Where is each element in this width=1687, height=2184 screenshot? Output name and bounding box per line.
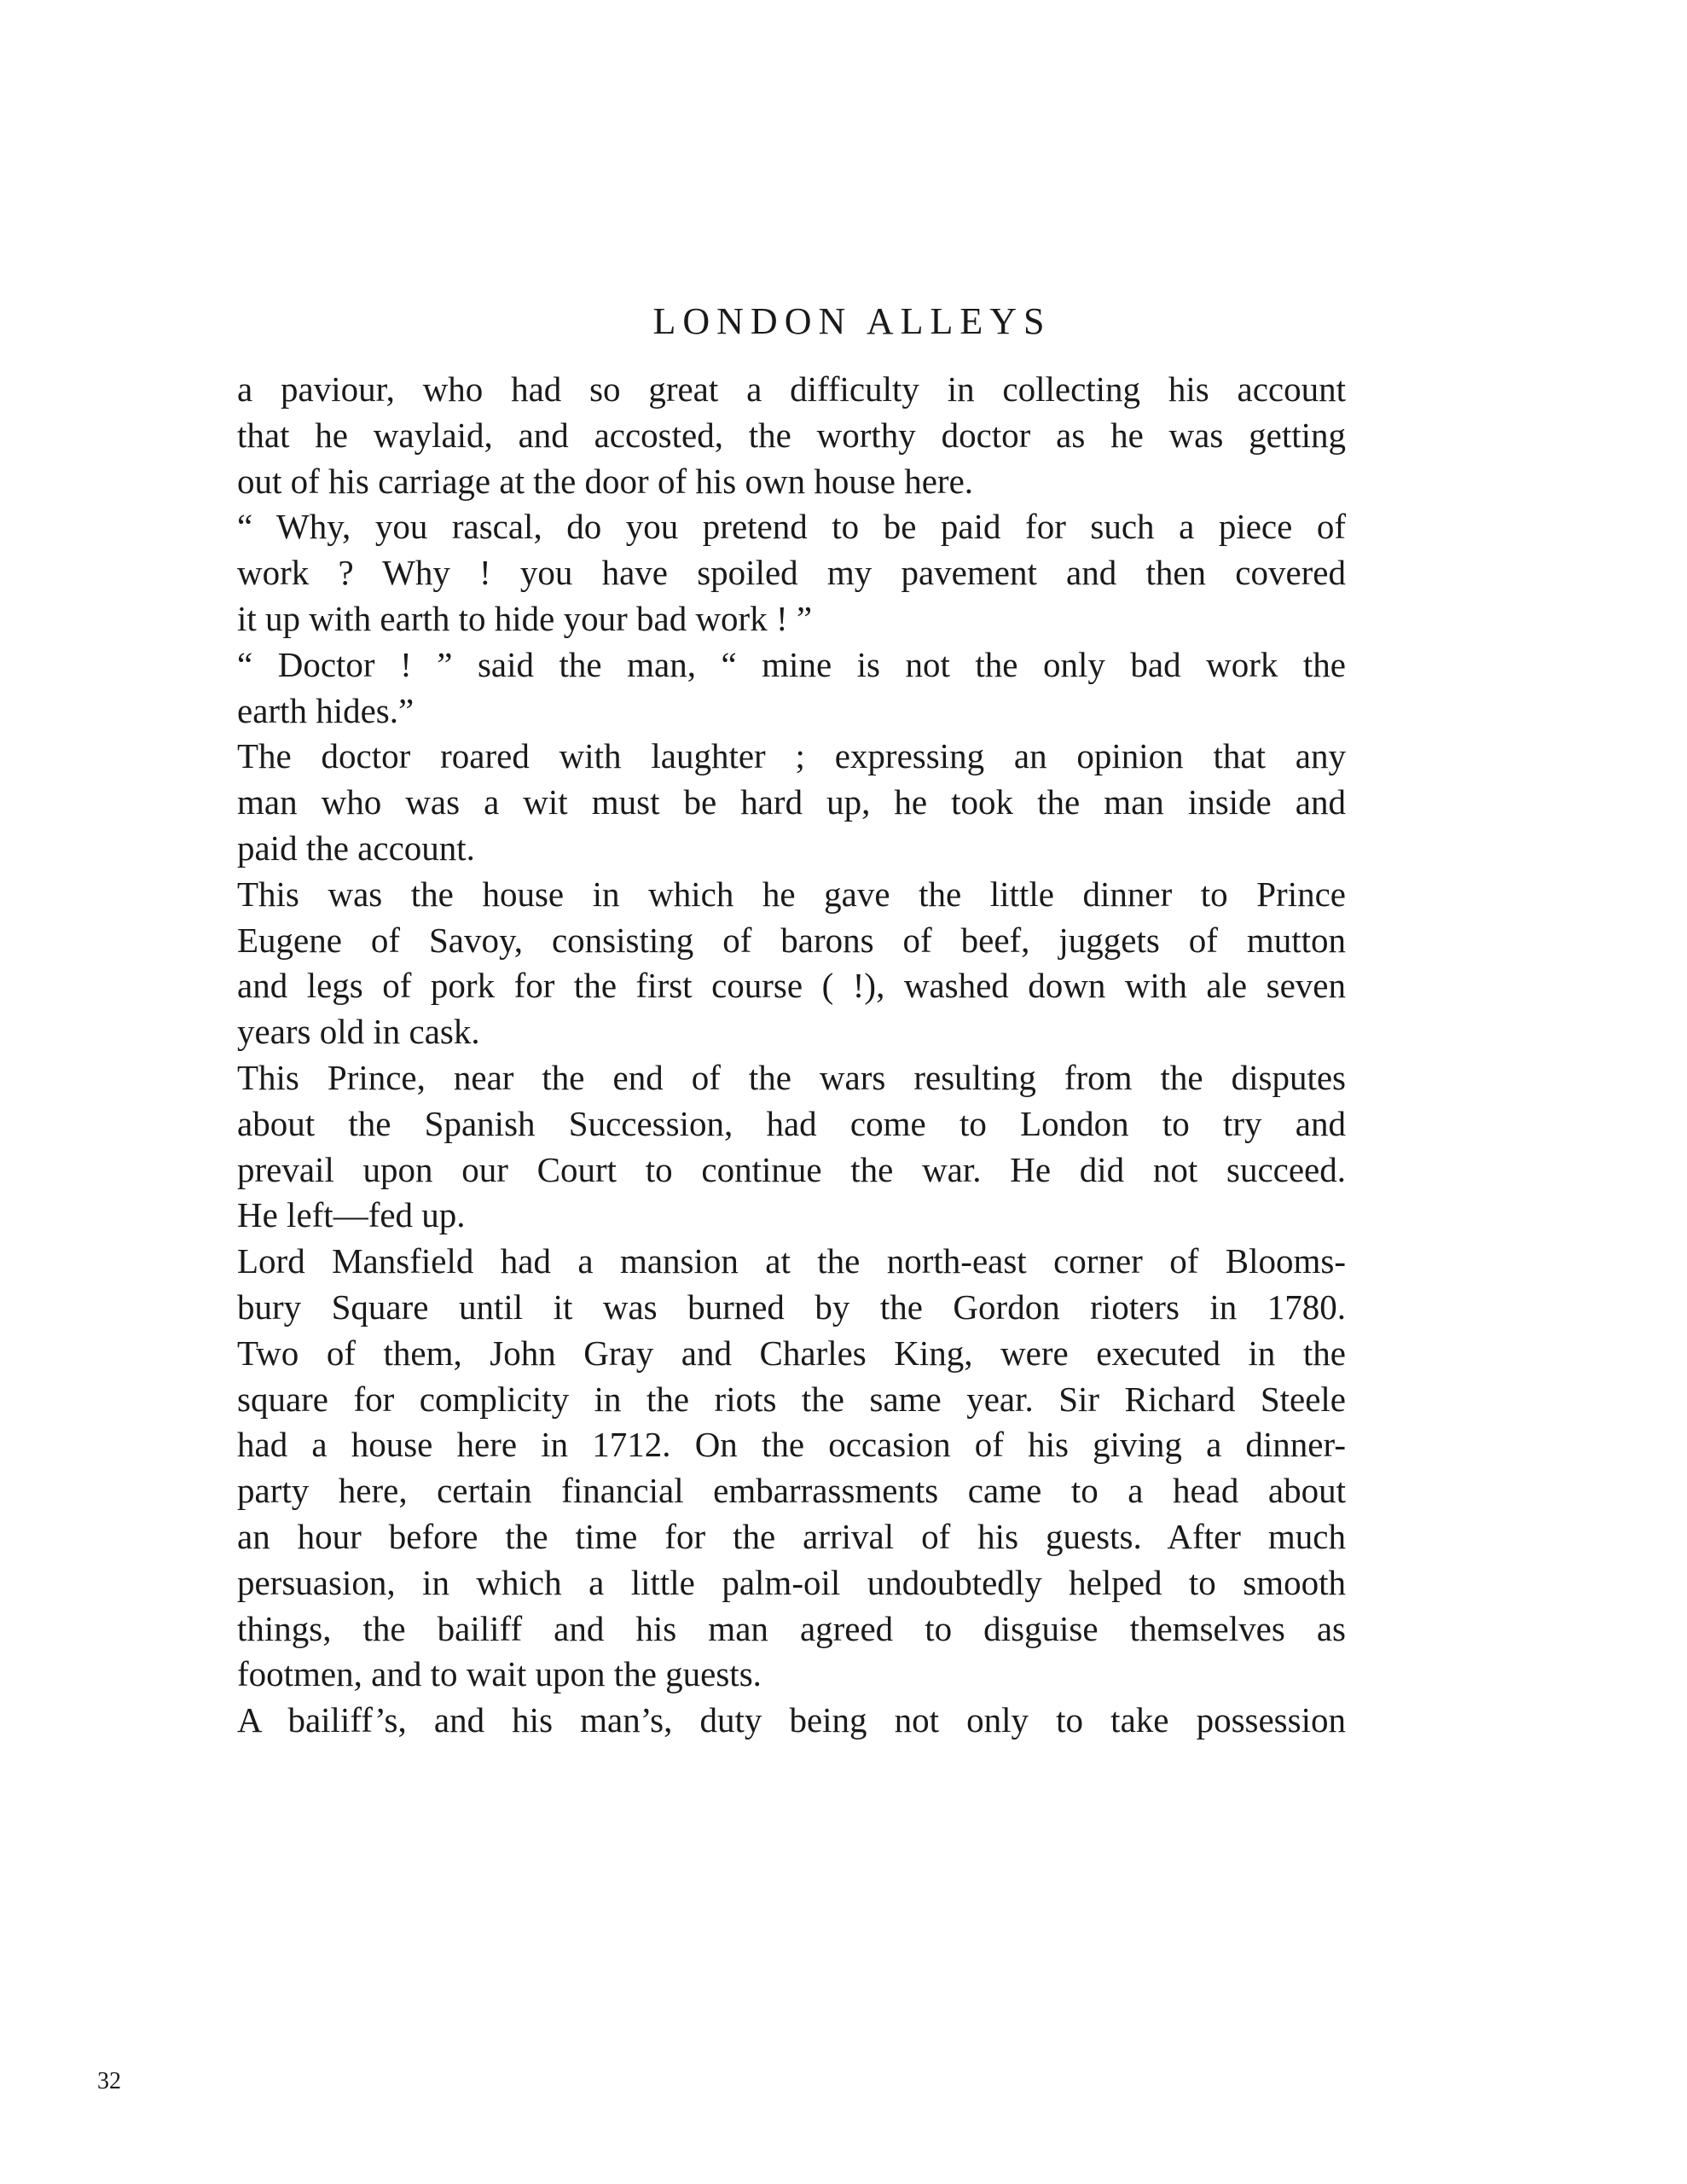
text-line: bury Square until it was burned by the Gordon rioters in 1780. [237, 1287, 1346, 1327]
text-line: and legs of pork for the first course ( !), washed down with ale seven [237, 966, 1346, 1006]
text-line: This was the house in which he gave the little dinner to Prince [237, 874, 1346, 914]
body-text [237, 367, 1346, 1744]
text-line: The doctor roared with laughter ; expressing an opinion that any [237, 736, 1346, 776]
text-line: had a house here in 1712. On the occasion of his giving a dinner- [237, 1425, 1346, 1465]
page-number: 32 [97, 2068, 121, 2094]
text-line: party here, certain financial embarrassments came to a head about [237, 1471, 1346, 1511]
text-line: things, the bailiff and his man agreed to disguise themselves as [237, 1608, 1346, 1648]
text-line: square for complicity in the riots the same year. Sir Richard Steele [237, 1379, 1346, 1419]
text-line: years old in cask. [237, 1012, 480, 1052]
text-line: “ Why, you rascal, do you pretend to be paid for such a piece of [237, 507, 1346, 547]
text-line: a paviour, who had so great a difficulty in collecting his account [237, 369, 1346, 409]
text-line: prevail upon our Court to continue the war. He did not succeed. [237, 1149, 1346, 1189]
text-line: Eugene of Savoy, consisting of barons of beef, juggets of mutton [237, 920, 1346, 960]
text-line: footmen, and to wait upon the guests. [237, 1654, 762, 1694]
text-line: it up with earth to hide your bad work ! ” [237, 598, 813, 638]
text-line: an hour before the time for the arrival of his guests. After much [237, 1516, 1346, 1556]
text-line: about the Spanish Succession, had come to London to try and [237, 1103, 1346, 1143]
text-line: He left—fed up. [237, 1195, 466, 1235]
text-line: that he waylaid, and accosted, the worthy doctor as he was getting [237, 415, 1346, 455]
text-line: Two of them, John Gray and Charles King, were executed in the [237, 1333, 1346, 1373]
text-line: out of his carriage at the door of his own house here. [237, 461, 974, 501]
text-line: man who was a wit must be hard up, he took the man inside and [237, 782, 1346, 822]
text-line: “ Doctor ! ” said the man, “ mine is not the only bad work the [237, 644, 1346, 684]
text-line: paid the account. [237, 828, 475, 868]
text-line: earth hides.” [237, 690, 415, 730]
text-line: A bailiff’s, and his man’s, duty being not only to take possession [237, 1700, 1346, 1740]
text-line: persuasion, in which a little palm-oil undoubtedly helped to smooth [237, 1562, 1346, 1602]
text-line: Lord Mansfield had a mansion at the north-east corner of Blooms- [237, 1241, 1346, 1281]
running-head-title: LONDON ALLEYS [652, 300, 1052, 342]
text-line: work ? Why ! you have spoiled my pavement and then covered [237, 553, 1346, 593]
text-line: This Prince, near the end of the wars resulting from the disputes [237, 1057, 1346, 1097]
